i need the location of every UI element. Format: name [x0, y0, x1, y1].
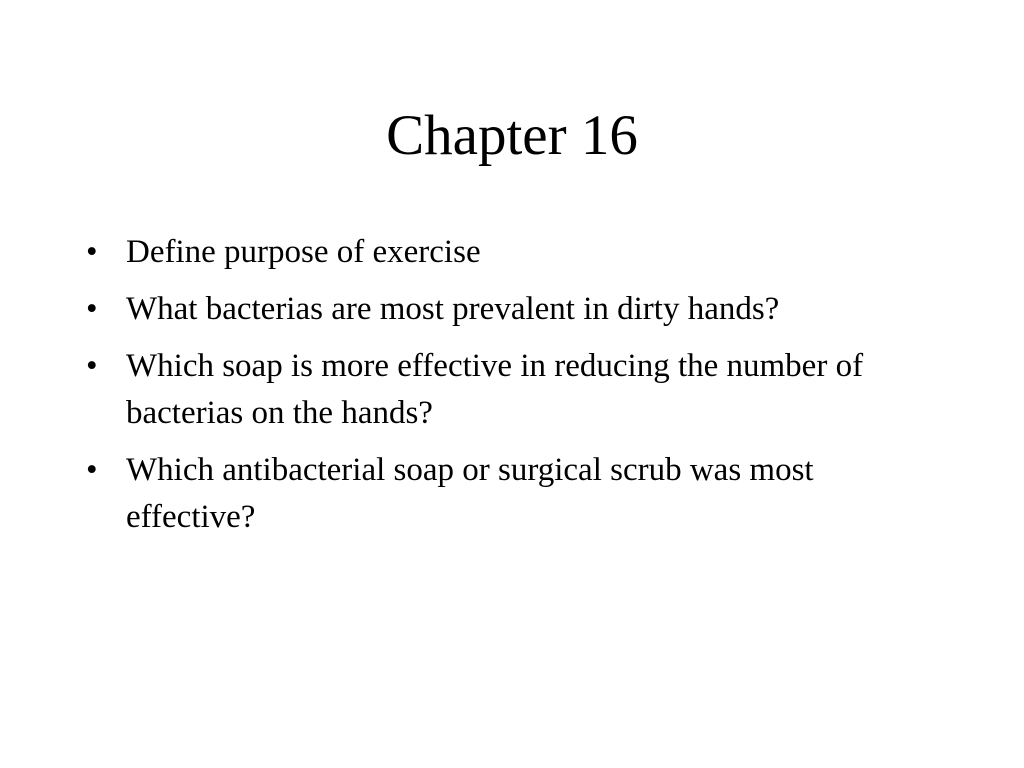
bullet-icon: •: [86, 291, 98, 327]
list-item: [86, 447, 946, 541]
bullet-icon: •: [86, 348, 98, 384]
list-item: [86, 286, 946, 333]
slide-title: Chapter 16: [386, 104, 638, 167]
bullet-icon: •: [86, 452, 98, 488]
bullet-text: What bacterias are most prevalent in dirty hands?: [126, 291, 780, 327]
bullet-list: [86, 229, 946, 551]
bullet-text: Define purpose of exercise: [126, 234, 481, 270]
bullet-text: Which antibacterial soap or surgical scrub was most effective?: [126, 452, 814, 535]
list-item: [86, 229, 946, 276]
bullet-text: Which soap is more effective in reducing the number of bacterias on the hands?: [126, 348, 864, 431]
bullet-icon: •: [86, 234, 98, 270]
list-item: [86, 343, 946, 437]
